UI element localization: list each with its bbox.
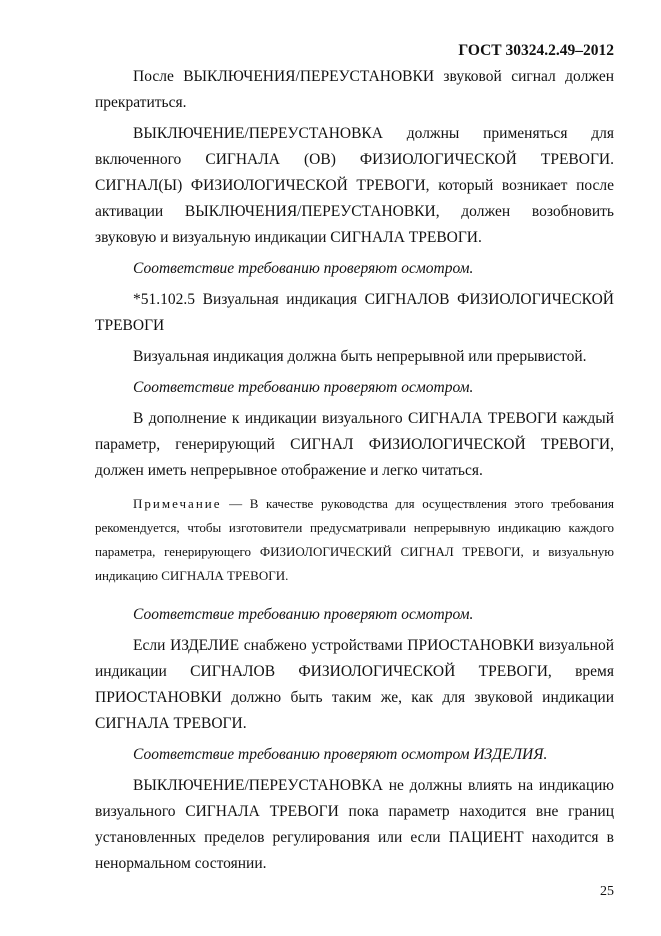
- paragraph: Если ИЗДЕЛИЕ снабжено устройствами ПРИОСТАНОВКИ визуальной индикации СИГНАЛОВ ФИЗИОЛОГИЧЕСКОЙ ТРЕВОГИ, время ПРИОСТАНОВКИ должно быть таким же, как для звуковой индикации СИГНАЛА ТРЕВОГИ.: [95, 637, 614, 732]
- note-text: — В качестве руководства для осуществления этого требования рекомендуется, чтобы изготовители предусматривали непрерывную индикацию каждого параметра, генерирующего ФИЗИОЛОГИЧЕСКИЙ СИГНАЛ ТРЕВОГИ, и визуальную индикацию СИГНАЛА ТРЕВОГИ.: [95, 496, 614, 583]
- note-label: Примечание: [133, 496, 222, 511]
- section-heading: *51.102.5 Визуальная индикация СИГНАЛОВ ФИЗИОЛОГИЧЕСКОЙ ТРЕВОГИ: [95, 291, 614, 334]
- compliance-paragraph: Соответствие требованию проверяют осмотром.: [133, 606, 474, 623]
- compliance-paragraph: Соответствие требованию проверяют осмотром.: [133, 260, 474, 277]
- page-body: [95, 64, 614, 882]
- paragraph: ВЫКЛЮЧЕНИЕ/ПЕРЕУСТАНОВКА должны применяться для включенного СИГНАЛА (ОВ) ФИЗИОЛОГИЧЕСКОЙ ТРЕВОГИ. СИГНАЛ(Ы) ФИЗИОЛОГИЧЕСКОЙ ТРЕВОГИ, который возникает после активации ВЫКЛЮЧЕНИЯ/ПЕРЕУСТАНОВКИ, должен возобновить звуковую и визуальную индикации СИГНАЛА ТРЕВОГИ.: [95, 125, 614, 246]
- page-number: 25: [600, 884, 614, 899]
- compliance-paragraph: Соответствие требованию проверяют осмотром ИЗДЕЛИЯ.: [133, 746, 548, 763]
- paragraph: Визуальная индикация должна быть непрерывной или прерывистой.: [133, 348, 587, 365]
- compliance-paragraph: Соответствие требованию проверяют осмотром.: [133, 379, 474, 396]
- note: [95, 492, 614, 588]
- document-header: ГОСТ 30324.2.49–2012: [458, 42, 614, 59]
- paragraph: ВЫКЛЮЧЕНИЕ/ПЕРЕУСТАНОВКА не должны влиять на индикацию визуального СИГНАЛА ТРЕВОГИ пока параметр находится вне границ установленных пределов регулирования или если ПАЦИЕНТ находится в ненормальном состоянии.: [95, 777, 614, 872]
- paragraph: После ВЫКЛЮЧЕНИЯ/ПЕРЕУСТАНОВКИ звуковой сигнал должен прекратиться.: [95, 68, 614, 111]
- paragraph: В дополнение к индикации визуального СИГНАЛА ТРЕВОГИ каждый параметр, генерирующий СИГНАЛ ФИЗИОЛОГИЧЕСКОЙ ТРЕВОГИ, должен иметь непрерывное отображение и легко читаться.: [95, 410, 614, 479]
